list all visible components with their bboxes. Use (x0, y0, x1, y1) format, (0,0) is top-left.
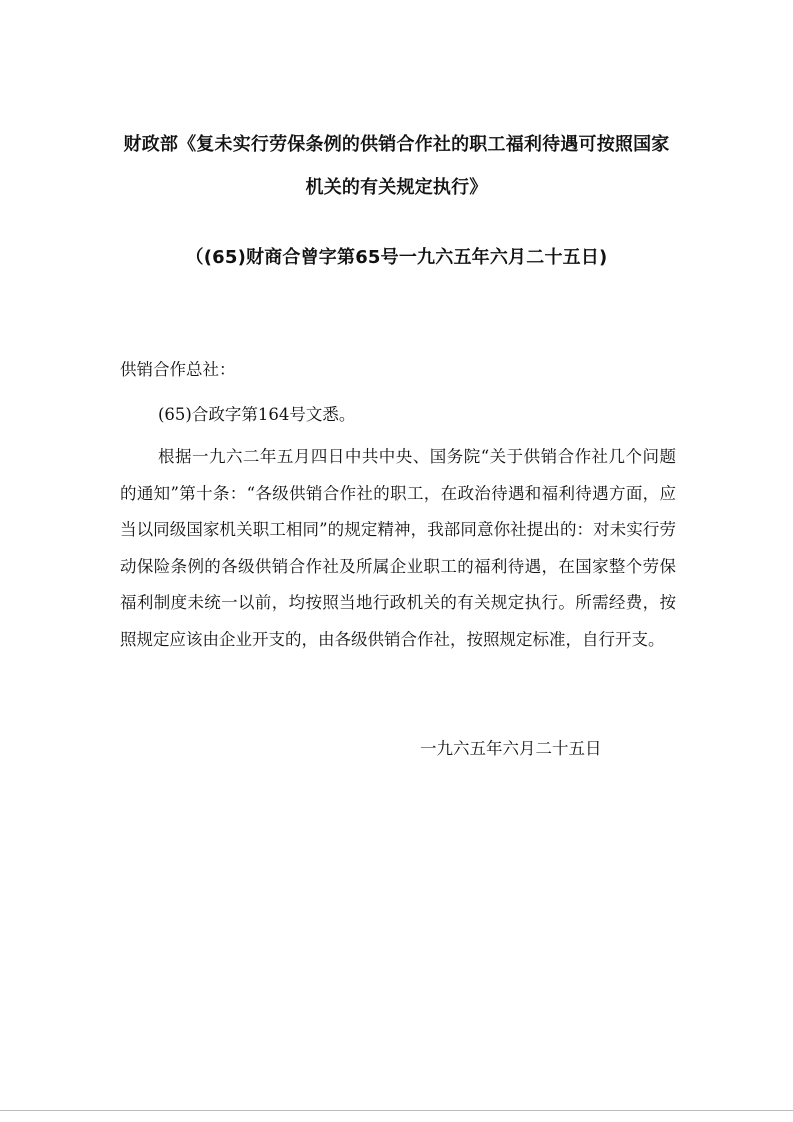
document-title-line-1: 财政部《复未实行劳保条例的供销合作社的职工福利待遇可按照国家 (123, 134, 670, 155)
paragraph-reference-ack: (65)合政字第164号文悉。 (158, 405, 356, 424)
salutation: 供销合作总社： (120, 360, 236, 379)
document-reference: （(65)财商合曾字第65号一九六五年六月二十五日) (185, 247, 608, 268)
paragraph-main-body: 根据一九六二年五月四日中共中央、国务院“关于供销合作社几个问题的通知”第十条：“各级供销合作社的职工，在政治待遇和福利待遇方面，应当以同级国家机关职工相同”的规定精神，我部同意你社提出的：对未实行劳动保险条例的各级供销合作社及所属企业职工的福利待遇，在国家整个劳保福利制度未统一以前，均按照当地行政机关的有关规定执行。所需经费，按照规定应该由企业开支的，由各级供销合作社，按照规定标准，自行开支。 (120, 447, 676, 649)
page-bottom-rule (0, 1110, 793, 1111)
signature-date: 一九六五年六月二十五日 (420, 739, 602, 758)
document-title-line-2: 机关的有关规定执行》 (305, 177, 488, 198)
